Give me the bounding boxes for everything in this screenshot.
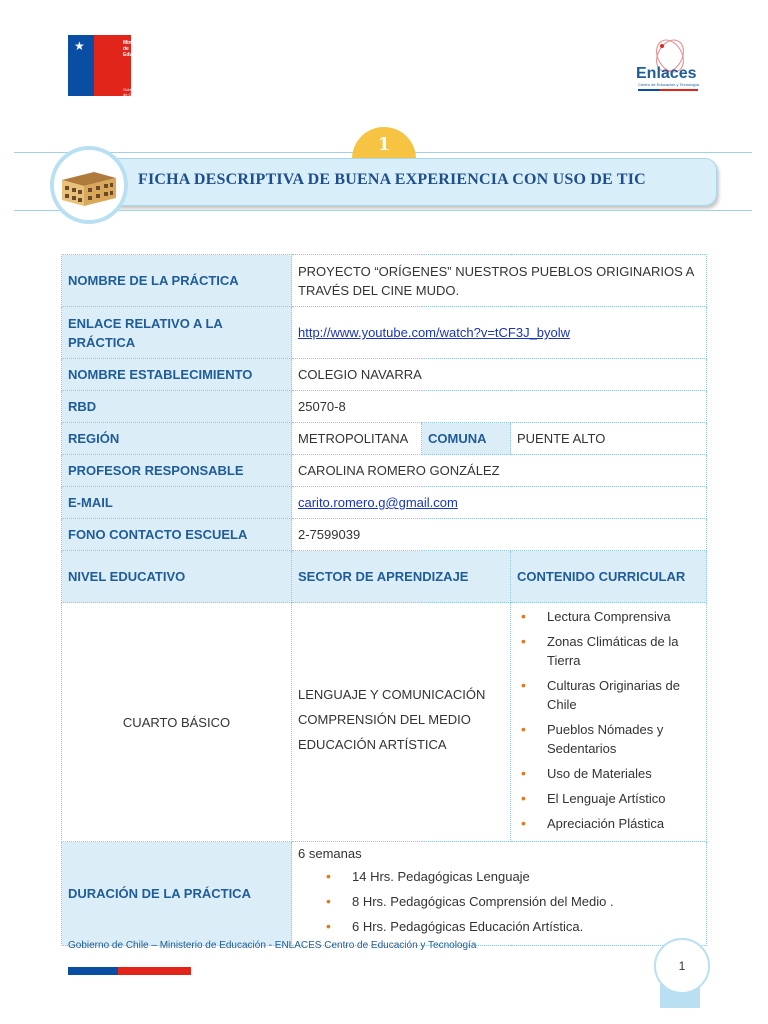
duracion-cell (292, 842, 707, 946)
email-cell (292, 487, 707, 519)
contenido-item: • Zonas Climáticas de la Tierra (541, 632, 700, 670)
sectores-cell (292, 603, 511, 842)
enlaces-logo (632, 36, 704, 98)
sector-item: EDUCACIÓN ARTÍSTICA (298, 736, 447, 752)
establecimiento-label: NOMBRE ESTABLECIMIENTO (62, 359, 292, 391)
contenido-item: • Apreciación Plástica (541, 814, 700, 833)
sector-label: SECTOR DE APRENDIZAJE (292, 551, 511, 603)
contenidos-list (517, 607, 700, 833)
ficha-table (61, 254, 707, 946)
contenido-item: • Culturas Originarias de Chile (541, 676, 700, 714)
footer-flag-bar (68, 967, 191, 975)
table-row (62, 551, 707, 603)
contenido-label: CONTENIDO CURRICULAR (511, 551, 707, 603)
fono-label: FONO CONTACTO ESCUELA (62, 519, 292, 551)
school-building-icon (50, 146, 128, 224)
table-row (62, 487, 707, 519)
ministry-logo-bottom: Gobierno de Chile (123, 87, 140, 97)
region-value: METROPOLITANA (292, 423, 422, 455)
title-rule-bottom (14, 210, 752, 211)
duracion-total: 6 semanas (298, 846, 362, 861)
duracion-list (298, 867, 700, 936)
nivel-label: NIVEL EDUCATIVO (62, 551, 292, 603)
enlace-link[interactable]: http://www.youtube.com/watch?v=tCF3J_byolw (298, 325, 571, 340)
contenido-item: • Lectura Comprensiva (541, 607, 700, 626)
nombre-practica-value: PROYECTO “ORÍGENES” NUESTROS PUEBLOS ORIGINARIOS A TRAVÉS DEL CINE MUDO. (292, 255, 707, 307)
ministry-logo (68, 35, 149, 97)
enlace-cell (292, 307, 707, 359)
table-row (62, 423, 707, 455)
establecimiento-value: COLEGIO NAVARRA (292, 359, 707, 391)
table-row (62, 519, 707, 551)
title-number-badge: 1 (352, 127, 416, 159)
contenido-item: • Pueblos Nómades y Sedentarios (541, 720, 700, 758)
rbd-label: RBD (62, 391, 292, 423)
sector-item: LENGUAJE Y COMUNICACIÓN (298, 686, 486, 702)
comuna-label: COMUNA (422, 423, 511, 455)
table-row (62, 255, 707, 307)
duracion-item: • 8 Hrs. Pedagógicas Comprensión del Medio . (346, 892, 700, 911)
contenido-item: • El Lenguaje Artístico (541, 789, 700, 808)
region-label: REGIÓN (62, 423, 292, 455)
profesor-value: CAROLINA ROMERO GONZÁLEZ (292, 455, 707, 487)
footer-text: Gobierno de Chile – Ministerio de Educación - ENLACES Centro de Educación y Tecnología (68, 940, 477, 951)
profesor-label: PROFESOR RESPONSABLE (62, 455, 292, 487)
enlaces-logo-tagline: Centro de Educación y Tecnología (638, 82, 699, 87)
table-row (62, 391, 707, 423)
page-title: FICHA DESCRIPTIVA DE BUENA EXPERIENCIA CON USO DE TIC (138, 171, 646, 188)
enlace-label: ENLACE RELATIVO A LA PRÁCTICA (62, 307, 292, 359)
enlaces-logo-name: Enlaces (636, 65, 697, 82)
email-label: E-MAIL (62, 487, 292, 519)
sector-item: COMPRENSIÓN DEL MEDIO (298, 711, 471, 727)
fono-value: 2-7599039 (292, 519, 707, 551)
duracion-label: DURACIÓN DE LA PRÁCTICA (62, 842, 292, 946)
contenido-item: • Uso de Materiales (541, 764, 700, 783)
duracion-item: • 6 Hrs. Pedagógicas Educación Artística. (346, 917, 700, 936)
ministry-logo-line1: Ministerio de (123, 40, 147, 52)
table-row (62, 455, 707, 487)
page-number: 1 (654, 938, 710, 994)
star-icon: ★ (74, 39, 85, 53)
sectores-list (298, 685, 504, 754)
ministry-logo-line2: Educación (123, 52, 149, 58)
table-row (62, 359, 707, 391)
nombre-practica-label: NOMBRE DE LA PRÁCTICA (62, 255, 292, 307)
duracion-item: • 14 Hrs. Pedagógicas Lenguaje (346, 867, 700, 886)
table-row (62, 307, 707, 359)
comuna-value: PUENTE ALTO (511, 423, 707, 455)
nivel-value: CUARTO BÁSICO (62, 603, 292, 842)
email-link[interactable]: carito.romero.g@gmail.com (298, 495, 458, 510)
rbd-value: 25070-8 (292, 391, 707, 423)
table-row (62, 603, 707, 842)
table-row (62, 842, 707, 946)
contenidos-cell (511, 603, 707, 842)
